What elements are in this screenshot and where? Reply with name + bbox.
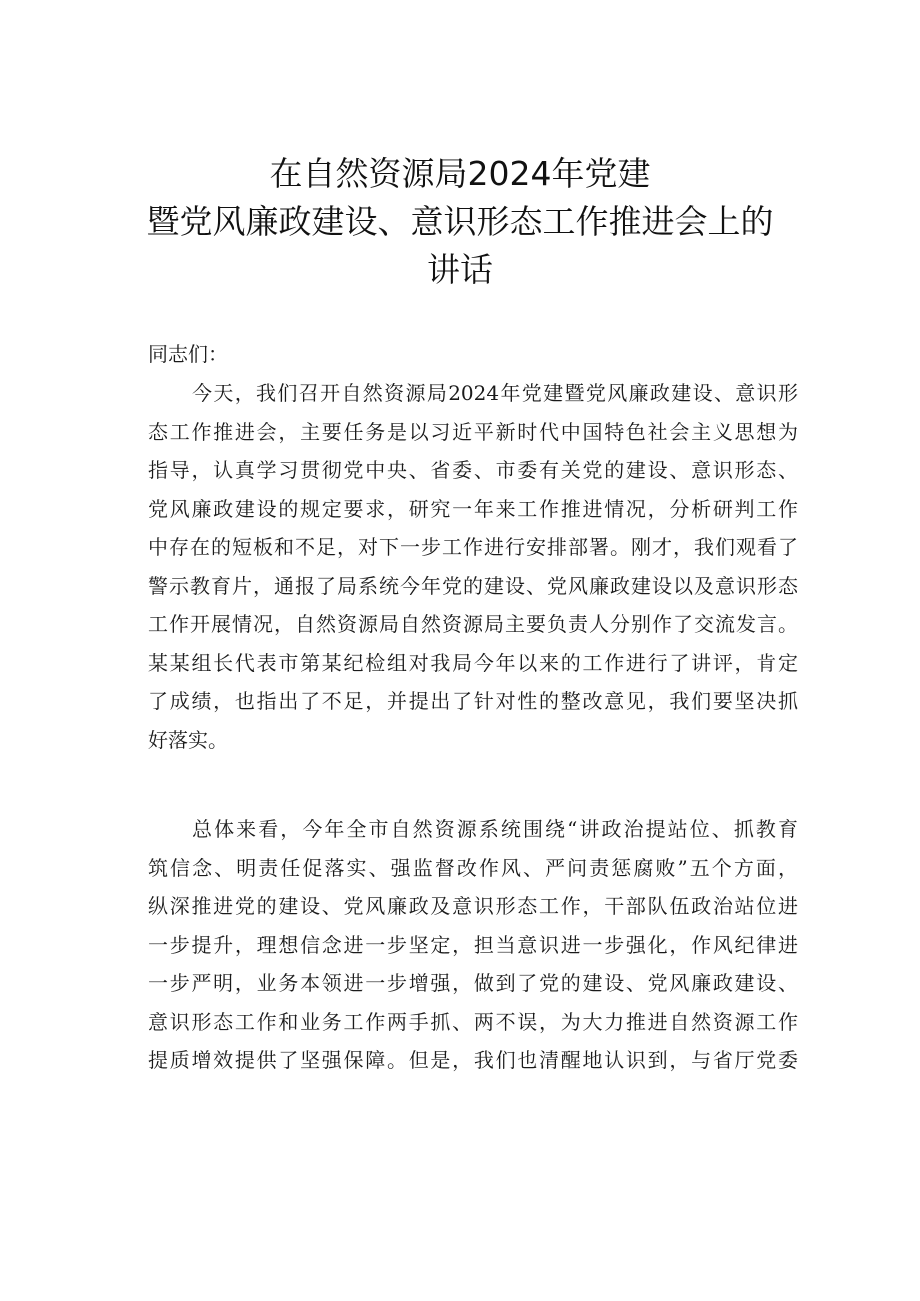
paragraph-line: 了成绩，也指出了不足，并提出了针对性的整改意见，我们要坚决抓 [148,689,798,713]
paragraph-line: 筑信念、明责任促落实、强监督改作风、严问责惩腐败”五个方面， [148,855,798,880]
paragraph-line: 好落实。 [148,727,228,752]
paragraph-line: 一步提升，理想信念进一步坚定，担当意识进一步强化，作风纪律进 [148,932,798,957]
paragraph-line: 今天，我们召开自然资源局2024年党建暨党风廉政建设、意识形 [192,381,798,405]
paragraph-line: 某某组长代表市第某纪检组对我局今年以来的工作进行了讲评，肯定 [148,650,798,675]
paragraph-line: 一步严明，业务本领进一步增强，做到了党的建设、党风廉政建设、 [148,971,798,995]
title-line-3: 讲话 [427,250,493,289]
paragraph-line: 总体来看，今年全市自然资源系统围绕“讲政治提站位、抓教育 [192,817,798,841]
paragraph-line: 中存在的短板和不足，对下一步工作进行安排部署。刚才，我们观看了 [148,535,798,559]
paragraph-line: 提质增效提供了坚强保障。但是，我们也清醒地认识到，与省厅党委 [148,1048,798,1072]
paragraph-line: 纵深推进党的建设、党风廉政及意识形态工作，干部队伍政治站位进 [148,894,798,918]
paragraph-line: 指导，认真学习贯彻党中央、省委、市委有关党的建设、意识形态、 [148,458,798,482]
paragraph-2 [148,810,798,1080]
title-line-2: 暨党风廉政建设、意识形态工作推进会上的 [146,202,774,241]
speech-title [100,150,820,294]
salutation: 同志们： [148,342,228,366]
paragraph-line: 态工作推进会，主要任务是以习近平新时代中国特色社会主义思想为 [148,419,798,444]
title-line-1: 在自然资源局2024年党建 [269,154,651,193]
paragraph-line: 意识形态工作和业务工作两手抓、两不误，为大力推进自然资源工作 [148,1009,798,1034]
paragraph-line: 警示教育片，通报了局系统今年党的建设、党风廉政建设以及意识形态 [148,573,798,598]
paragraph-line: 工作开展情况，自然资源局自然资源局主要负责人分别作了交流发言。 [148,612,798,636]
paragraph-line: 党风廉政建设的规定要求，研究一年来工作推进情况，分析研判工作 [148,496,798,521]
paragraph-1 [148,374,798,759]
